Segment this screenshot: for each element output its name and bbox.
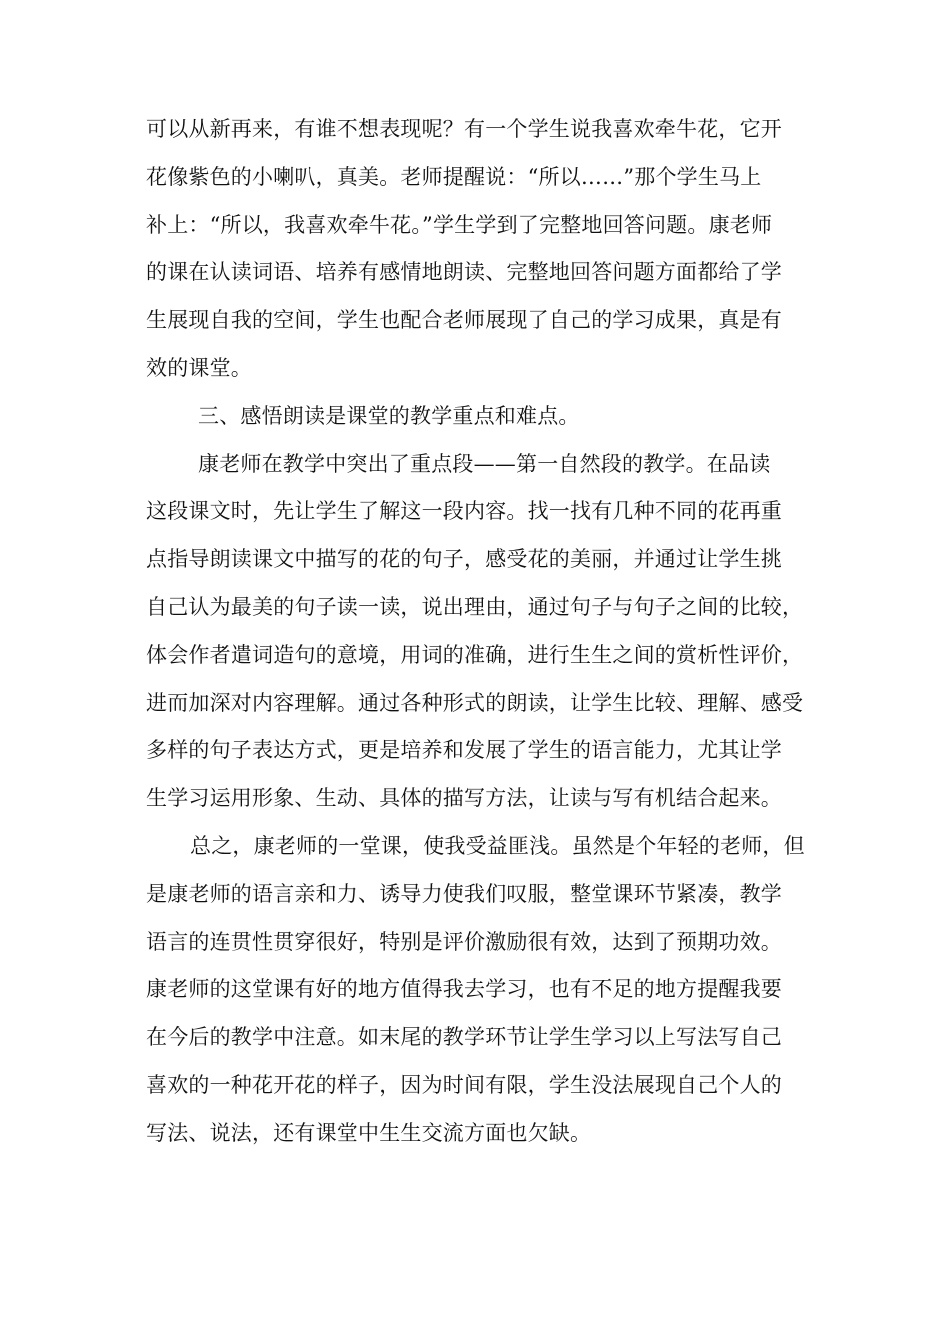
paragraph-line: 这段课文时，先让学生了解这一段内容。找一找有几种不同的花再重 — [146, 499, 782, 524]
paragraph-line: 体会作者遣词造句的意境，用词的准确，进行生生之间的赏析性评价， — [146, 642, 804, 667]
paragraph-line: 语言的连贯性贯穿很好，特别是评价激励很有效，达到了预期功效。 — [146, 929, 782, 954]
paragraph-line: 总之，康老师的一堂课，使我受益匪浅。虽然是个年轻的老师，但 — [190, 833, 805, 858]
section-heading: 三、感悟朗读是课堂的教学重点和难点。 — [198, 403, 580, 428]
paragraph-line: 多样的句子表达方式，更是培养和发展了学生的语言能力，尤其让学 — [146, 738, 782, 763]
paragraph-line: 生学习运用形象、生动、具体的描写方法，让读与写有机结合起来。 — [146, 786, 782, 811]
paragraph-line: 喜欢的一种花开花的样子，因为时间有限，学生没法展现自己个人的 — [146, 1072, 782, 1097]
body-text — [146, 106, 836, 1158]
paragraph-line: 是康老师的语言亲和力、诱导力使我们叹服，整堂课环节紧凑，教学 — [146, 881, 782, 906]
paragraph-line: 在今后的教学中注意。如末尾的教学环节让学生学习以上写法写自己 — [146, 1025, 782, 1050]
paragraph-line: 效的课堂。 — [146, 355, 252, 380]
paragraph-line: 写法、说法，还有课堂中生生交流方面也欠缺。 — [146, 1120, 592, 1145]
paragraph-line: 自己认为最美的句子读一读，说出理由，通过句子与句子之间的比较， — [146, 594, 804, 619]
paragraph-line: 康老师在教学中突出了重点段——第一自然段的教学。在品读 — [198, 451, 771, 476]
paragraph-line: 康老师的这堂课有好的地方值得我去学习，也有不足的地方提醒我要 — [146, 977, 782, 1002]
paragraph-line: 补上：“所以，我喜欢牵牛花。”学生学到了完整地回答问题。康老师 — [146, 212, 773, 237]
paragraph-line: 可以从新再来，有谁不想表现呢？有一个学生说我喜欢牵牛花，它开 — [146, 117, 782, 141]
paragraph-line: 进而加深对内容理解。通过各种形式的朗读，让学生比较、理解、感受 — [146, 690, 804, 715]
paragraph-line: 的课在认读词语、培养有感情地朗读、完整地回答问题方面都给了学 — [146, 260, 782, 285]
paragraph-line: 花像紫色的小喇叭，真美。老师提醒说：“所以……”那个学生马上 — [146, 164, 762, 189]
paragraph-line: 点指导朗读课文中描写的花的句子，感受花的美丽，并通过让学生挑 — [146, 547, 782, 572]
paragraph-line: 生展现自我的空间，学生也配合老师展现了自己的学习成果，真是有 — [146, 308, 782, 333]
